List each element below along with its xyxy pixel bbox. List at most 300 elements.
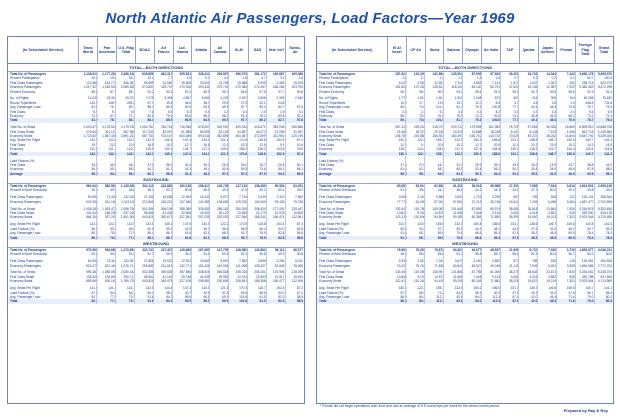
cell-value: 87.3 [296, 286, 304, 291]
cell-value: 281,172 [254, 72, 266, 76]
row-label: First Class Passengers [319, 80, 352, 85]
row-label: Total No. of Seats [10, 125, 36, 130]
row-label: Economy Passengers [10, 263, 42, 268]
cell-value: 28,818 [527, 206, 538, 211]
cell-value: 82.1 [91, 299, 98, 304]
cell-value: 448.5 [585, 100, 594, 105]
cell-value: 151,800 [395, 85, 407, 90]
row-label: Total [319, 235, 327, 240]
cell-value: 89.9 [203, 89, 210, 94]
cell-value: 45.4 [549, 299, 557, 304]
cell-value: 77,773 [396, 199, 407, 204]
cell-value: 887,754 [142, 134, 154, 139]
cell-value: 38.3 [531, 235, 538, 240]
cell-value: 82.7 [278, 105, 285, 110]
row-label: Economy [10, 167, 24, 172]
cell-value: 39,207 [508, 72, 519, 76]
cell-value: 91.2 [147, 89, 154, 94]
cell-value: 66.6 [475, 235, 482, 240]
cell-value: 123,135 [395, 215, 407, 220]
cell-value: 9.4 [420, 142, 426, 147]
cell-value: 4,218 [529, 211, 538, 216]
cell-value: 258,544 [600, 195, 613, 200]
cell-value: 142,220 [413, 72, 426, 76]
cell-value: 67.5 [259, 171, 266, 176]
row-label: First Class Passengers [10, 259, 43, 264]
cell-value: 12.3 [222, 142, 229, 147]
cell-value: 52,105 [218, 129, 229, 134]
cell-value: 68.9 [222, 235, 229, 240]
cell-value: 92.5 [549, 89, 557, 94]
row-label: Total No. of Seats [10, 270, 36, 275]
cell-value: 3,853 [473, 80, 482, 85]
row-label: Economy Seats [10, 215, 33, 220]
cell-value: 7,952 [239, 259, 248, 264]
cell-value: 788 [532, 259, 538, 264]
cell-value: 77.9 [128, 235, 136, 240]
cell-value: 152.4 [276, 286, 285, 291]
column-header: TAP [501, 37, 520, 63]
cell-value: 87.0 [512, 294, 519, 299]
cell-value: 60.7 [587, 76, 594, 81]
cell-value: 72.5 [91, 114, 98, 119]
cell-value: 44.3 [493, 188, 501, 193]
cell-value: 12.7 [475, 142, 482, 147]
cell-value: 70.6 [568, 105, 575, 110]
cell-value: 4,216 [529, 274, 538, 279]
cell-value: 15.7 [259, 162, 266, 167]
cell-value: 12.2 [400, 142, 407, 147]
cell-value: 13.6 [437, 100, 445, 105]
cell-value: 122.9 [417, 151, 426, 156]
cell-value: 6.9 [607, 109, 613, 114]
cell-value: 293,507 [216, 72, 229, 76]
cell-value: 8.5 [495, 100, 501, 105]
cell-value: 85.5 [166, 105, 173, 110]
cell-value: 995,387 [86, 270, 98, 275]
cell-value: 150.6 [566, 286, 575, 291]
cell-value: 10,848 [396, 274, 407, 279]
cell-value: 68.2 [568, 114, 575, 119]
cell-value: 142.0 [145, 286, 154, 291]
section-rows [317, 72, 613, 176]
cell-value: 3,639,178 [579, 72, 594, 76]
cell-value: 6,509,510 [579, 125, 594, 130]
cell-value: 81.5 [259, 299, 266, 304]
cell-value: 274,267 [254, 85, 266, 90]
cell-value: 587,965 [123, 129, 136, 134]
cell-value: 38,985 [490, 184, 501, 189]
row-label: Percent of Both Directions [319, 252, 357, 257]
table-row [8, 188, 304, 192]
cell-value: 87.0 [512, 299, 519, 304]
cell-value: 147.4 [183, 151, 192, 156]
row-label: Percent Participation [10, 76, 40, 81]
cell-value: 1,170,654 [120, 247, 136, 252]
cell-value: 45.5 [549, 235, 557, 240]
cell-value: 63.1 [456, 290, 463, 295]
cell-value: 67.8 [512, 235, 519, 240]
cell-value: 62.3 [147, 171, 154, 176]
cell-value: 89.8 [437, 231, 445, 236]
cell-value: 142.6 [89, 151, 98, 156]
cell-value: 31,097 [293, 129, 304, 134]
cell-value: 112,908 [291, 279, 304, 284]
row-label: Avg. Seats Per Flight [10, 286, 40, 291]
cell-value: 59.8 [240, 290, 248, 295]
table-row [317, 118, 613, 122]
cell-value: 60.9 [184, 105, 192, 110]
cell-value: 84.3 [166, 299, 173, 304]
cell-value: 46.0 [184, 100, 192, 105]
cell-value: 4,725,456 [597, 215, 613, 220]
cell-value: 50.0 [549, 188, 557, 193]
row-label: Economy Seats [319, 215, 342, 220]
cell-value: 169,368 [291, 72, 304, 76]
cell-value: 186,284 [272, 85, 285, 90]
cell-value: 349,475 [160, 279, 173, 284]
cell-value: 2,700,595 [597, 199, 613, 204]
cell-value: 1,703 [473, 195, 482, 200]
cell-value: 16,512 [508, 199, 519, 204]
row-label: Economy Seats [319, 134, 342, 139]
cell-value: 11,660 [453, 274, 463, 279]
cell-value: 89.3 [493, 235, 501, 240]
row-label: Load Factors (%) [319, 226, 344, 231]
cell-value: 10,578 [274, 211, 285, 216]
cell-value: 65.7 [419, 231, 426, 236]
cell-value: 1,056 [566, 129, 575, 134]
cell-value: 170.8 [239, 222, 248, 227]
cell-value: 93.2 [166, 89, 173, 94]
cell-value: 20.9 [493, 142, 501, 147]
cell-value: 330,930 [581, 211, 594, 216]
row-label: First Class Seats [319, 129, 344, 134]
cell-value: 55.6 [184, 114, 192, 119]
cell-value: 56.1 [587, 290, 594, 295]
row-label: Economy Seats [319, 279, 342, 284]
cell-value: 2,000,670 [83, 125, 98, 130]
cell-value: 161,980 [488, 125, 501, 130]
cell-value: 6,491 [548, 263, 557, 268]
cell-value: 95,554 [274, 184, 285, 189]
cell-value: 54.8 [240, 226, 248, 231]
column-header-first: (In Scheduled Service) [8, 37, 79, 63]
cell-value: 76.8 [296, 147, 304, 152]
cell-value: 4.9 [186, 76, 192, 81]
column-header-first: (In Scheduled Service) [317, 37, 388, 63]
cell-value: 44.4 [437, 188, 445, 193]
cell-value: 117.4 [454, 147, 463, 152]
cell-value: 502,396 [142, 206, 154, 211]
cell-value: 68.1 [296, 167, 304, 172]
cell-value: 327,281 [179, 215, 192, 220]
cell-value: 3,494 [566, 199, 575, 204]
cell-value: 353,046 [272, 125, 285, 130]
cell-value: 101,868 [451, 270, 463, 275]
column-header-row [8, 37, 304, 64]
cell-value: 58.5 [296, 294, 304, 299]
cell-value: 58,562 [143, 274, 154, 279]
cell-value: 528 [550, 195, 557, 200]
cell-value: 443,928 [142, 215, 154, 220]
cell-value: 12.7 [184, 142, 192, 147]
cell-value: 22,374 [237, 274, 248, 279]
cell-value: 12,593 [181, 195, 192, 200]
cell-value: 28,843 [527, 270, 538, 275]
cell-value: 3,349 [257, 195, 266, 200]
cell-value: 48.1 [493, 226, 501, 231]
cell-value: 21,660 [396, 129, 407, 134]
cell-value: 330,788 [581, 274, 594, 279]
cell-value: 151.3 [510, 151, 519, 156]
cell-value: 49,227 [527, 134, 538, 139]
cell-value: 77.5 [110, 299, 117, 304]
cell-value: 57.7 [400, 290, 407, 295]
cell-value: 73.6 [259, 167, 266, 172]
cell-value: 2.4 [420, 76, 426, 81]
cell-value: 562,945 [86, 184, 98, 189]
row-label: First Class Passengers [319, 259, 352, 264]
cell-value: 79.3 [605, 105, 613, 110]
cell-value: 134.8 [436, 147, 445, 152]
table-row [8, 172, 304, 176]
cell-value: 87.7 [110, 89, 117, 94]
cell-value: 85.7 [400, 114, 407, 119]
cell-value: 256,838 [216, 270, 229, 275]
cell-value: 81.2 [91, 118, 98, 123]
cell-value: 52.3 [296, 114, 304, 119]
row-label: Avg. Passenger Load [319, 231, 350, 236]
cell-value: 6,905 [257, 80, 266, 85]
row-label: Avg. Seats Per Flight [319, 286, 349, 291]
cell-value: 50.2 [587, 252, 594, 257]
cell-value: 76.7 [110, 118, 117, 123]
row-label: Economy Passengers [319, 85, 351, 90]
row-label: Total No. of Seats [319, 206, 345, 211]
cell-value: 79.0 [587, 294, 594, 299]
cell-value: 20.3 [531, 142, 538, 147]
cell-value: 34.0 [549, 167, 557, 172]
cell-value: 872 [494, 96, 501, 101]
cell-value: 50.5 [110, 252, 117, 257]
cell-value: 58.0 [605, 167, 613, 172]
row-label: Total [319, 151, 327, 156]
cell-value: 150.2 [473, 286, 482, 291]
cell-value: 126.4 [585, 147, 594, 152]
cell-value: 19.7 [91, 142, 98, 147]
row-label: Round Trips/Week [319, 100, 346, 105]
cell-value: 331,951 [272, 134, 285, 139]
cell-value: 87,922 [490, 72, 501, 76]
cell-value: 79.6 [456, 235, 463, 240]
cell-value: 930,163 [104, 279, 117, 284]
cell-value: 71.6 [568, 299, 575, 304]
row-label: Avg. Passenger Load [319, 294, 350, 299]
row-label: No. of Flights [10, 96, 29, 101]
cell-value: 7,949 [529, 263, 538, 268]
cell-value: 56.1 [278, 167, 285, 172]
cell-value: 3.7 [532, 109, 538, 114]
cell-value: 77.9 [128, 231, 136, 236]
cell-value: 1,867,406 [102, 134, 117, 139]
column-header: Sabena [444, 37, 463, 63]
cell-value: 50.4 [222, 252, 229, 257]
cell-value: 61.6 [456, 171, 463, 176]
row-label: Economy [319, 167, 333, 172]
cell-value: 185.8 [492, 151, 501, 156]
cell-value: 138,836 [216, 199, 229, 204]
cell-value: 1,789,725 [120, 279, 136, 284]
cell-value: 3.2 [279, 76, 285, 81]
cell-value: 290,717 [123, 274, 136, 279]
cell-value: 14.9 [549, 162, 557, 167]
cell-value: 6.5 [205, 109, 210, 114]
cell-value: 49.9 [278, 252, 285, 257]
cell-value: 117,030 [142, 129, 154, 134]
cell-value: 8,737 [529, 247, 538, 252]
cell-value: 218,073 [432, 125, 445, 130]
cell-value: 137,110 [235, 184, 248, 189]
cell-value: 14,033 [87, 96, 98, 101]
cell-value: 141.6 [604, 222, 613, 227]
cell-value: 5,889 [436, 195, 445, 200]
cell-value: 357,856 [179, 270, 192, 275]
cell-value: 89.3 [91, 89, 98, 94]
section-heading: WESTBOUND [317, 240, 613, 248]
cell-value: 146.7 [548, 138, 557, 143]
row-label: Economy Seats [10, 134, 33, 139]
cell-value: 80.1 [128, 105, 136, 110]
cell-value: 35.0 [240, 162, 248, 167]
cell-value: 50.7 [568, 252, 575, 257]
cell-value: 59.0 [91, 167, 98, 172]
cell-value: 56.1 [605, 171, 613, 176]
cell-value: 40.7 [184, 290, 192, 295]
cell-value: 37,633 [508, 85, 519, 90]
cell-value: 79.7 [128, 294, 136, 299]
cell-value: 1,032,508 [102, 85, 117, 90]
cell-value: 14.3 [587, 142, 594, 147]
cell-value: 21,893 [255, 274, 266, 279]
cell-value: 150.9 [398, 138, 407, 143]
cell-value: 150.3 [473, 138, 482, 143]
table-row [8, 118, 304, 122]
table-row [317, 188, 613, 192]
cell-value: 57.6 [296, 105, 304, 110]
cell-value: 72.4 [605, 114, 613, 119]
cell-value: 225,749 [291, 134, 304, 139]
row-label: First Class Seats [319, 274, 344, 279]
cell-value: 142.0 [108, 138, 117, 143]
cell-value: 59.9 [184, 294, 192, 299]
cell-value: 40.1 [531, 118, 538, 123]
cell-value: 27.6 [531, 226, 538, 231]
cell-value: 142.0 [145, 222, 154, 227]
cell-value: 85.5 [166, 118, 173, 123]
cell-value: 150,138 [179, 184, 192, 189]
cell-value: 132.5 [454, 151, 463, 156]
cell-value: 141,018 [86, 211, 98, 216]
cell-value: 31.0 [549, 290, 557, 295]
cell-value: 501,955 [86, 199, 98, 204]
cell-value: 16.5 [147, 142, 154, 147]
cell-value: 249,215 [235, 270, 248, 275]
cell-value: 12.6 [259, 142, 266, 147]
cell-value: 1,168 [473, 96, 482, 101]
cell-value: 81,006 [490, 270, 501, 275]
cell-value: 151.2 [398, 222, 407, 227]
cell-value: 55.7 [587, 226, 594, 231]
cell-value: 57.9 [91, 290, 98, 295]
cell-value: 89.1 [400, 105, 407, 110]
cell-value: 87,789 [471, 270, 482, 275]
cell-value: 59.9 [184, 299, 192, 304]
cell-value: 69.5 [222, 105, 229, 110]
table-row [317, 215, 613, 219]
row-label: Avg. Passenger Load [319, 105, 350, 110]
cell-value: 51.7 [147, 252, 154, 257]
cell-value: 49.2 [184, 252, 192, 257]
cell-value: 83,291 [293, 184, 304, 189]
cell-value: 61,499 [415, 199, 426, 204]
cell-value: 121,583 [86, 80, 98, 85]
cell-value: 57.3 [240, 171, 248, 176]
section-heading: EASTBOUND [8, 176, 304, 184]
cell-value: 1,145,538 [120, 184, 136, 189]
cell-value: 155.6 [436, 222, 445, 227]
cell-value: 227,546 [235, 215, 248, 220]
cell-value: 1,694,986 [579, 263, 594, 268]
page-title: North Atlantic Air Passengers, Load Factors—Year 1969 [105, 10, 515, 27]
cell-value: 69.5 [222, 118, 229, 123]
cell-value: 68.1 [437, 167, 445, 172]
row-label: First Class Passengers [10, 195, 43, 200]
cell-value: 75,728 [293, 199, 304, 204]
cell-value: 7,075 [145, 96, 154, 101]
cell-value: 4,383 [276, 80, 285, 85]
cell-value: 44,857 [237, 129, 248, 134]
cell-value: 1,093,473 [102, 206, 117, 211]
cell-value: 66.2 [222, 114, 229, 119]
cell-value: 41.3 [184, 167, 192, 172]
cell-value: 4,713,569 [597, 279, 613, 284]
cell-value: 122 [569, 195, 575, 200]
cell-value: 1,547 [529, 80, 538, 85]
cell-value: 125,504 [451, 72, 463, 76]
row-label: Total [10, 235, 18, 240]
cell-value: 150.9 [398, 151, 407, 156]
column-header: Air India [482, 37, 501, 63]
cell-value: 22,483 [237, 211, 248, 216]
section-heading: EASTBOUND [317, 176, 613, 184]
cell-value: 18,376 [415, 129, 426, 134]
cell-value: 49.6 [222, 188, 229, 193]
cell-value: 135,825 [86, 274, 98, 279]
cell-value: 160,710 [469, 134, 482, 139]
cell-value: 258,162 [216, 206, 229, 211]
cell-value: 152.9 [276, 151, 285, 156]
cell-value: 502,388 [142, 270, 154, 275]
cell-value: 416 [532, 96, 538, 101]
cell-value: 86,077 [293, 247, 304, 252]
cell-value: 123.7 [548, 147, 557, 152]
cell-value: 138,289 [254, 184, 266, 189]
cell-value: 151.4 [510, 222, 519, 227]
cell-value: 60,593 [87, 259, 98, 264]
cell-value: 38,278 [508, 270, 519, 275]
cell-value: 88.7 [128, 89, 136, 94]
